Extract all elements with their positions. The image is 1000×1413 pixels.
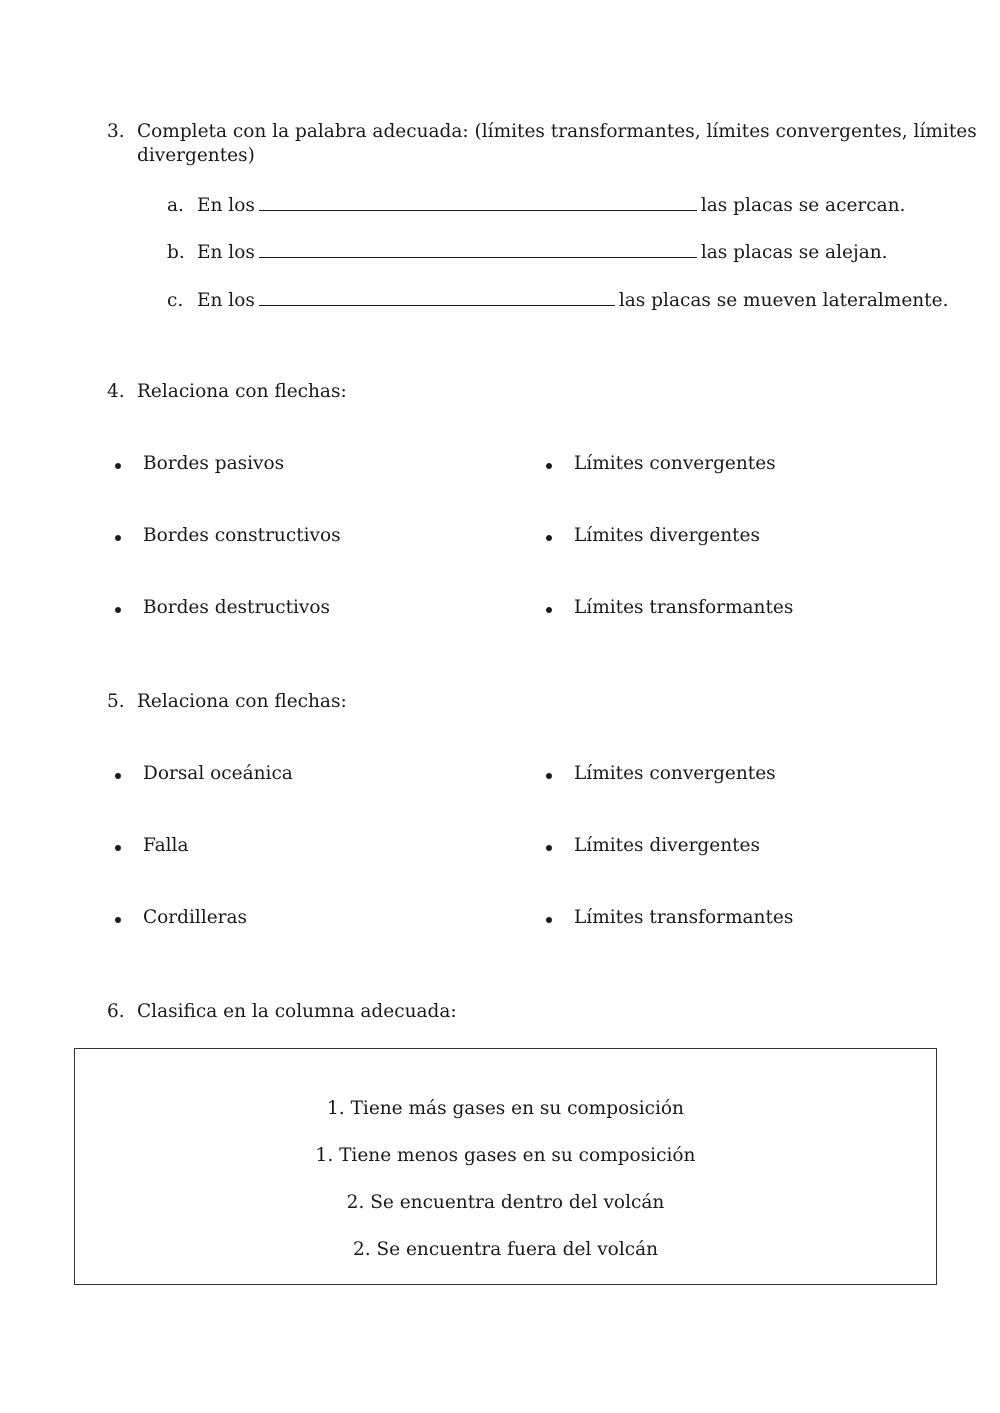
- fill-item-letter: a.: [167, 195, 184, 216]
- question-3-text-line1: Completa con la palabra adecuada: (límites transformantes, límites convergentes, límites: [137, 121, 977, 142]
- match-right-item[interactable]: Límites divergentes: [574, 835, 761, 856]
- answer-blank-b[interactable]: [259, 239, 697, 258]
- bullet-icon: [115, 845, 121, 851]
- fill-item-prefix: En los: [197, 242, 255, 263]
- question-3-text-line2: divergentes): [137, 145, 255, 166]
- match-left-item[interactable]: Dorsal oceánica: [143, 763, 293, 784]
- match-right-item[interactable]: Límites transformantes: [574, 907, 794, 928]
- draggable-option[interactable]: 2. Se encuentra dentro del volcán: [346, 1192, 665, 1213]
- question-4-text: Relaciona con flechas:: [137, 381, 347, 402]
- bullet-icon: [546, 535, 552, 541]
- match-left-item[interactable]: Falla: [143, 835, 189, 856]
- match-right-item[interactable]: Límites divergentes: [574, 525, 761, 546]
- fill-item-a: [167, 192, 905, 216]
- question-5-number: 5.: [107, 691, 125, 712]
- question-4-number: 4.: [107, 381, 125, 402]
- question-3-number: 3.: [107, 121, 125, 142]
- fill-item-c: [167, 287, 948, 311]
- bullet-icon: [546, 607, 552, 613]
- fill-item-prefix: En los: [197, 195, 255, 216]
- bullet-icon: [115, 463, 121, 469]
- fill-item-letter: b.: [167, 242, 185, 263]
- match-right-item[interactable]: Límites transformantes: [574, 597, 794, 618]
- match-right-item[interactable]: Límites convergentes: [574, 763, 776, 784]
- bullet-icon: [546, 845, 552, 851]
- fill-item-suffix: las placas se acercan.: [700, 195, 906, 216]
- match-left-item[interactable]: Bordes pasivos: [143, 453, 285, 474]
- fill-item-prefix: En los: [197, 290, 255, 311]
- fill-item-suffix: las placas se mueven lateralmente.: [618, 290, 949, 311]
- bullet-icon: [115, 535, 121, 541]
- match-left-item[interactable]: Bordes constructivos: [143, 525, 341, 546]
- match-right-item[interactable]: Límites convergentes: [574, 453, 776, 474]
- draggable-option[interactable]: 1. Tiene más gases en su composición: [327, 1098, 684, 1119]
- question-6-text: Clasifica en la columna adecuada:: [137, 1001, 457, 1022]
- answer-blank-a[interactable]: [259, 192, 697, 211]
- answer-blank-c[interactable]: [259, 287, 615, 306]
- bullet-icon: [546, 773, 552, 779]
- bullet-icon: [546, 463, 552, 469]
- bullet-icon: [546, 917, 552, 923]
- match-left-item[interactable]: Cordilleras: [143, 907, 248, 928]
- bullet-icon: [115, 917, 121, 923]
- question-6-number: 6.: [107, 1001, 125, 1022]
- bullet-icon: [115, 607, 121, 613]
- bullet-icon: [115, 773, 121, 779]
- fill-item-b: [167, 239, 888, 263]
- question-5-text: Relaciona con flechas:: [137, 691, 347, 712]
- fill-item-suffix: las placas se alejan.: [700, 242, 888, 263]
- draggable-option[interactable]: 2. Se encuentra fuera del volcán: [352, 1239, 659, 1260]
- match-left-item[interactable]: Bordes destructivos: [143, 597, 331, 618]
- draggable-option[interactable]: 1. Tiene menos gases en su composición: [315, 1145, 696, 1166]
- fill-item-letter: c.: [167, 290, 184, 311]
- classification-box: [74, 1048, 937, 1285]
